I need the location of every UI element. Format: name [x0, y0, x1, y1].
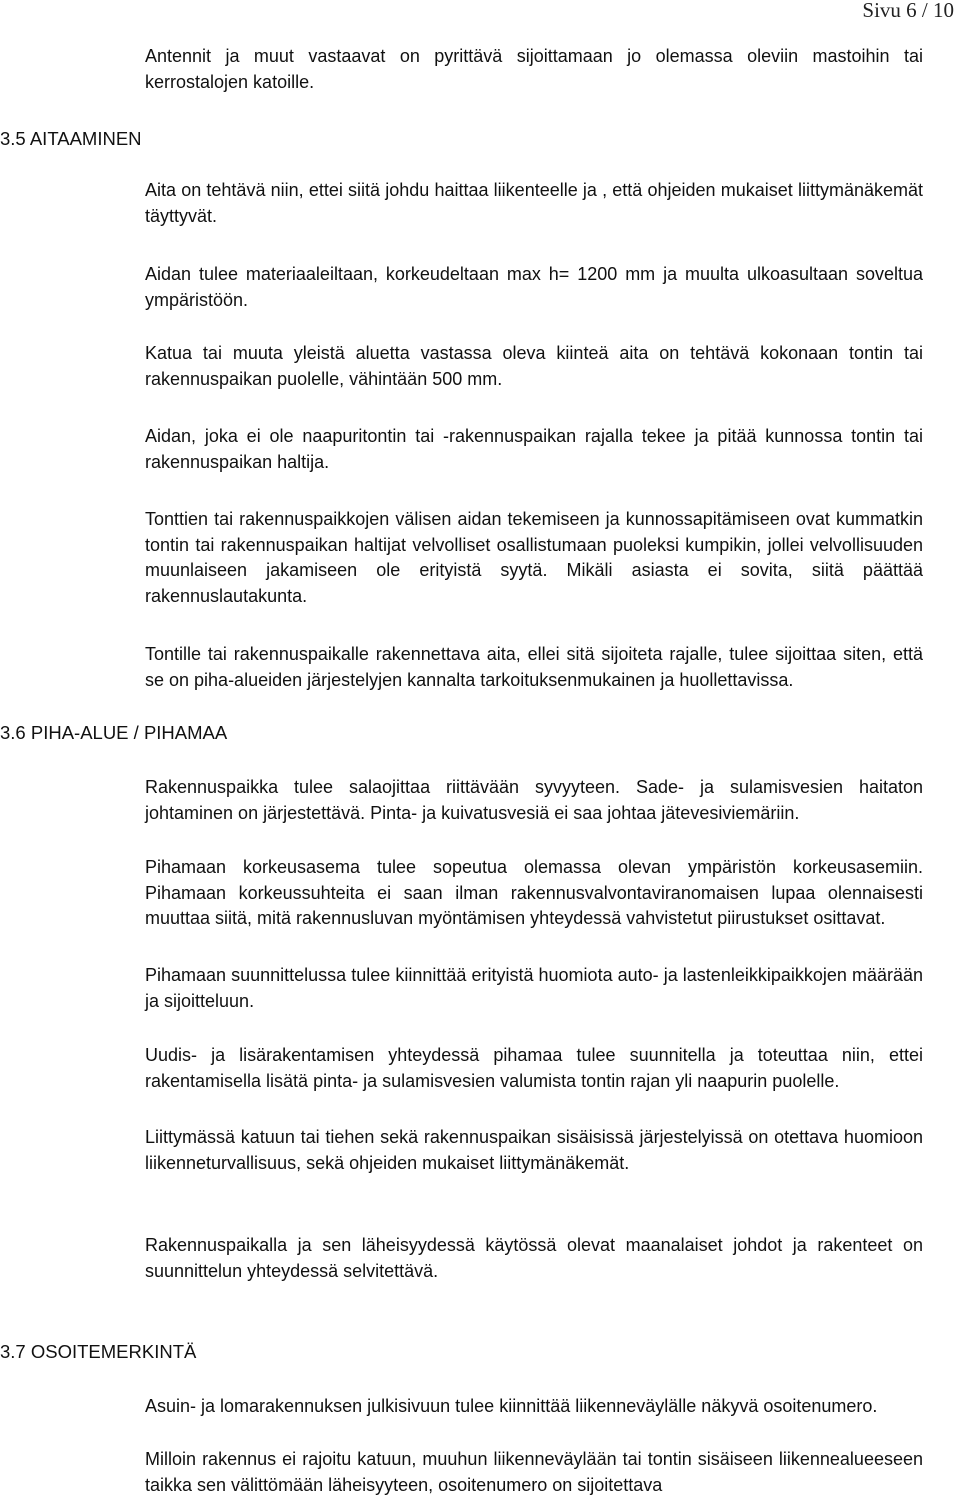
- paragraph: Tonttien tai rakennuspaikkojen välisen aidan tekemiseen ja kunnossapitämiseen ovat kummatkin tontin tai rakennuspaikan haltijat velvolliset osallistumaan puoleksi kumpikin, jollei velvollisuuden muunlaiseen jakamiseen ole erityistä syytä. Mikäli asiasta ei sovita, siitä päättää rakennuslautakunta.: [145, 509, 923, 606]
- section-heading-osoitemerkinta: 3.7 OSOITEMERKINTÄ: [0, 1341, 197, 1362]
- paragraph: Uudis- ja lisärakentamisen yhteydessä pihamaa tulee suunnitella ja toteuttaa niin, ettei rakentamisella lisätä pinta- ja sulamisvesien valumista tontin rajan yli naapurin puolelle.: [145, 1045, 923, 1091]
- paragraph: Asuin- ja lomarakennuksen julkisivuun tulee kiinnittää liikenneväylälle näkyvä osoitenumero.: [145, 1396, 878, 1416]
- paragraph: Milloin rakennus ei rajoitu katuun, muuhun liikenneväylään tai tontin sisäiseen liikennealueeseen taikka sen välittömään läheisyyteen, osoitenumero on sijoitettava: [145, 1449, 923, 1495]
- paragraph: Pihamaan suunnittelussa tulee kiinnittää erityistä huomiota auto- ja lastenleikkipaikkojen määrään ja sijoitteluun.: [145, 965, 923, 1011]
- paragraph: Aita on tehtävä niin, ettei siitä johdu haittaa liikenteelle ja , että ohjeiden mukaiset liittymänäkemät täyttyvät.: [145, 180, 923, 226]
- paragraph: Tontille tai rakennuspaikalle rakennettava aita, ellei sitä sijoiteta rajalle, tulee sijoittaa siten, että se on piha-alueiden järjestelyjen kannalta tarkoituksenmukainen ja huollettavissa.: [145, 644, 923, 690]
- section-heading-piha-alue: 3.6 PIHA-ALUE / PIHAMAA: [0, 722, 228, 743]
- paragraph: Rakennuspaikalla ja sen läheisyydessä käytössä olevat maanalaiset johdot ja rakenteet on suunnittelun yhteydessä selvitettävä.: [145, 1235, 923, 1281]
- paragraph: Pihamaan korkeusasema tulee sopeutua olemassa olevan ympäristön korkeusasemiin. Pihamaan korkeussuhteita ei saan ilman rakennusvalvontaviranomaisen lupaa olennaisesti muuttaa siitä, mitä rakennusluvan myöntämisen yhteydessä vahvistetut piirustukset osittavat.: [145, 857, 923, 928]
- paragraph: Katua tai muuta yleistä aluetta vastassa oleva kiinteä aita on tehtävä kokonaan tontin tai rakennuspaikan puolelle, vähintään 500 mm.: [145, 343, 923, 389]
- intro-paragraph: Antennit ja muut vastaavat on pyrittävä sijoittamaan jo olemassa oleviin mastoihin tai kerrostalojen katoille.: [145, 46, 923, 92]
- paragraph: Aidan, joka ei ole naapuritontin tai -rakennuspaikan rajalla tekee ja pitää kunnossa tontin tai rakennuspaikan haltija.: [145, 426, 923, 472]
- paragraph: Rakennuspaikka tulee salaojittaa riittävään syvyyteen. Sade- ja sulamisvesien haitaton johtaminen on järjestettävä. Pinta- ja kuivatusvesiä ei saa johtaa jätevesiviemäriin.: [145, 777, 923, 823]
- section-heading-aitaaminen: 3.5 AITAAMINEN: [0, 128, 142, 149]
- paragraph: Aidan tulee materiaaleiltaan, korkeudeltaan max h= 1200 mm ja muulta ulkoasultaan soveltua ympäristöön.: [145, 264, 923, 310]
- page-number: Sivu 6 / 10: [862, 0, 954, 22]
- paragraph: Liittymässä katuun tai tiehen sekä rakennuspaikan sisäisissä järjestelyissä on otettava huomioon liikenneturvallisuus, sekä ohjeiden mukaiset liittymänäkemät.: [145, 1127, 923, 1173]
